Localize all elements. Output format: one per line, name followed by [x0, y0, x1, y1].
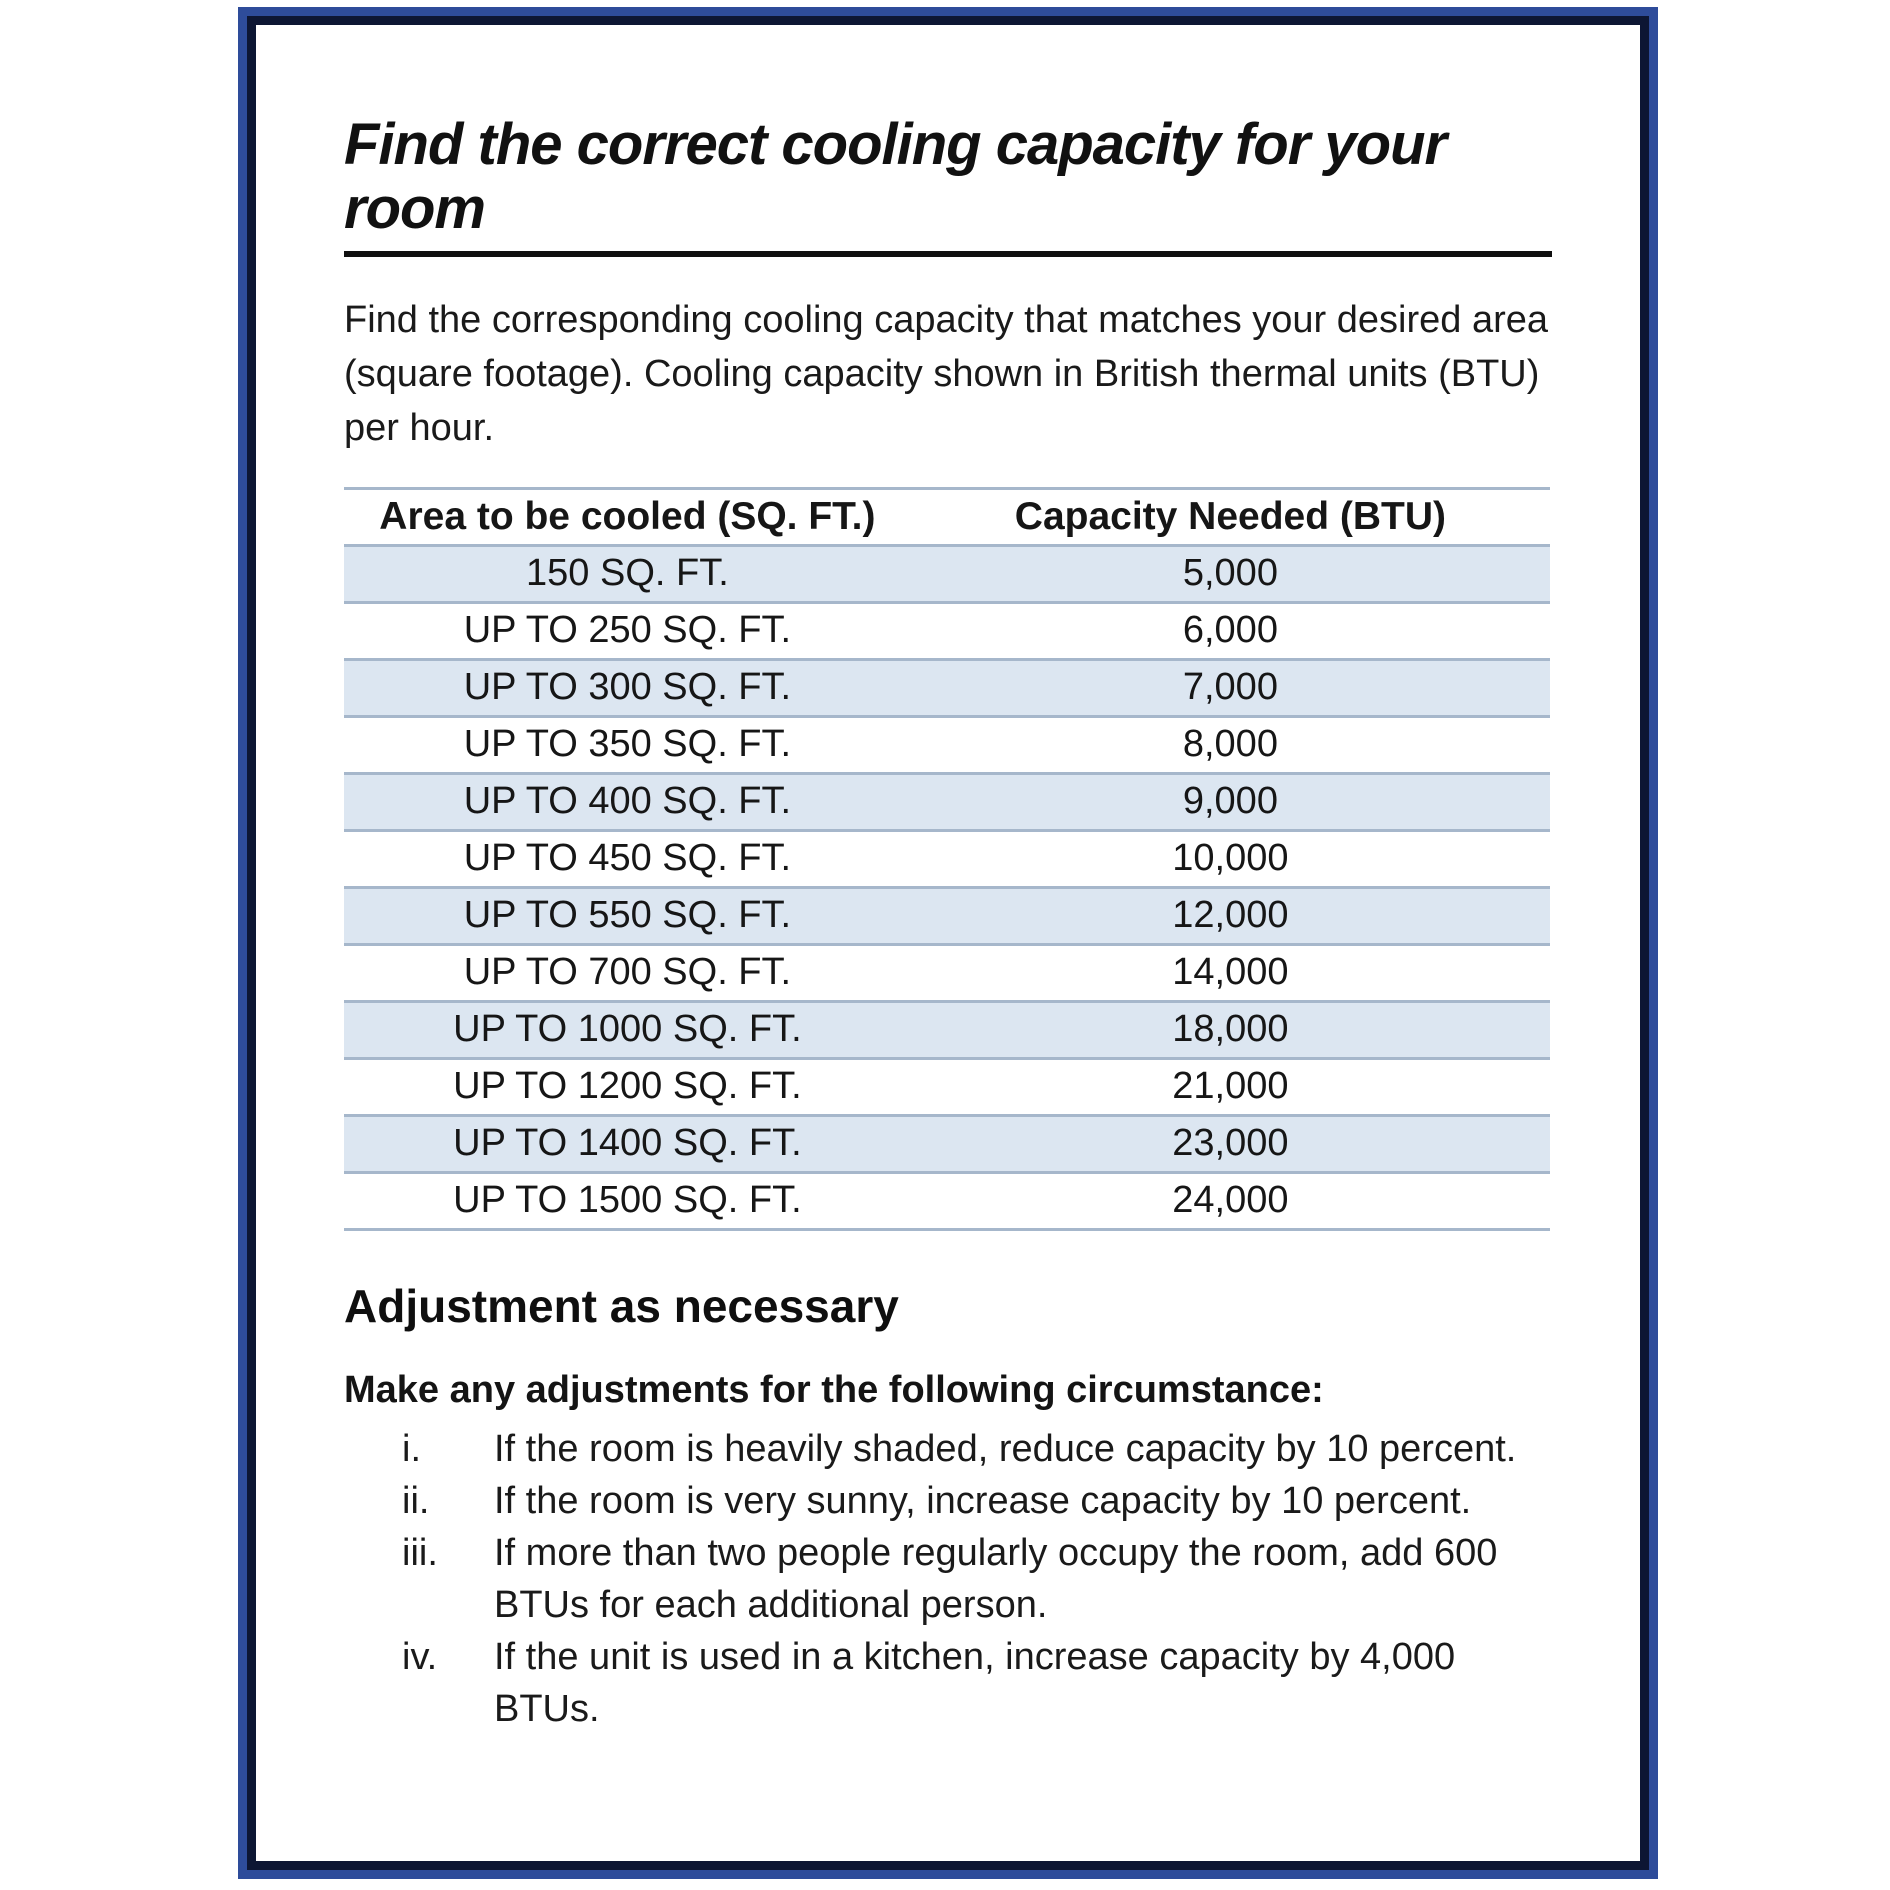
- table-row: [344, 773, 1550, 830]
- document-page: [247, 16, 1649, 1870]
- capacity-cell: 21,000: [1172, 1065, 1289, 1108]
- capacity-cell: 12,000: [911, 887, 1550, 944]
- table-row: [344, 659, 1550, 716]
- intro-paragraph: Find the corresponding cooling capacity that matches your desired area (square footage). Cooling capacity shown in British thermal units (BTU) per hour.: [344, 298, 1549, 449]
- page-frame: [238, 7, 1658, 1879]
- adjustments-list: [344, 1423, 1552, 1735]
- table-row: [344, 716, 1550, 773]
- list-item: [344, 1423, 1552, 1475]
- adjustments-lead: Make any adjustments for the following circumstance:: [344, 1369, 1324, 1412]
- capacity-cell: 18,000: [911, 1001, 1550, 1058]
- table-row: [344, 887, 1550, 944]
- table-row: [344, 545, 1550, 602]
- capacity-cell: 5,000: [911, 545, 1550, 602]
- list-marker: iv.: [402, 1636, 438, 1679]
- list-text: If the room is heavily shaded, reduce capacity by 10 percent.: [494, 1428, 1517, 1471]
- area-cell: UP TO 1500 SQ. FT.: [453, 1179, 802, 1222]
- table-row: [344, 1172, 1550, 1229]
- capacity-cell: 8,000: [1182, 723, 1278, 766]
- title-wrap: [344, 113, 1552, 257]
- area-cell: UP TO 450 SQ. FT.: [463, 837, 792, 880]
- area-cell: UP TO 400 SQ. FT.: [344, 773, 911, 830]
- list-item: [344, 1475, 1552, 1527]
- area-column-header: Area to be cooled (SQ. FT.): [344, 488, 911, 545]
- area-cell: UP TO 300 SQ. FT.: [344, 659, 911, 716]
- area-cell: UP TO 1000 SQ. FT.: [344, 1001, 911, 1058]
- page-title: Find the correct cooling capacity for your room: [344, 113, 1552, 257]
- list-marker: i.: [402, 1428, 421, 1471]
- capacity-cell: 6,000: [1182, 609, 1278, 652]
- table-header-row: [344, 488, 1550, 545]
- list-marker: ii.: [402, 1480, 430, 1523]
- capacity-cell: 7,000: [911, 659, 1550, 716]
- area-cell: UP TO 550 SQ. FT.: [344, 887, 911, 944]
- table-row: [344, 1058, 1550, 1115]
- area-cell: UP TO 350 SQ. FT.: [463, 723, 792, 766]
- table-row: [344, 1115, 1550, 1172]
- capacity-cell: 14,000: [1172, 951, 1289, 994]
- list-marker: iii.: [402, 1532, 438, 1575]
- area-cell: UP TO 1200 SQ. FT.: [453, 1065, 802, 1108]
- area-cell: 150 SQ. FT.: [344, 545, 911, 602]
- table-row: [344, 602, 1550, 659]
- capacity-table: [344, 487, 1550, 1231]
- capacity-cell: 23,000: [911, 1115, 1550, 1172]
- area-cell: UP TO 700 SQ. FT.: [463, 951, 792, 994]
- capacity-cell: 10,000: [1172, 837, 1289, 880]
- table-row: [344, 830, 1550, 887]
- capacity-cell: 24,000: [1172, 1179, 1289, 1222]
- capacity-cell: 9,000: [911, 773, 1550, 830]
- table-row: [344, 944, 1550, 1001]
- area-cell: UP TO 250 SQ. FT.: [463, 609, 792, 652]
- list-text: If the unit is used in a kitchen, increase capacity by 4,000 BTUs.: [494, 1636, 1456, 1731]
- list-item: [344, 1631, 1552, 1735]
- area-cell: UP TO 1400 SQ. FT.: [344, 1115, 911, 1172]
- list-text: If more than two people regularly occupy the room, add 600 BTUs for each additional person.: [494, 1532, 1498, 1627]
- table-row: [344, 1001, 1550, 1058]
- adjustments-heading: Adjustment as necessary: [344, 1279, 899, 1332]
- list-item: [344, 1527, 1552, 1631]
- capacity-column-header: Capacity Needed (BTU): [911, 488, 1550, 545]
- list-text: If the room is very sunny, increase capacity by 10 percent.: [494, 1480, 1472, 1523]
